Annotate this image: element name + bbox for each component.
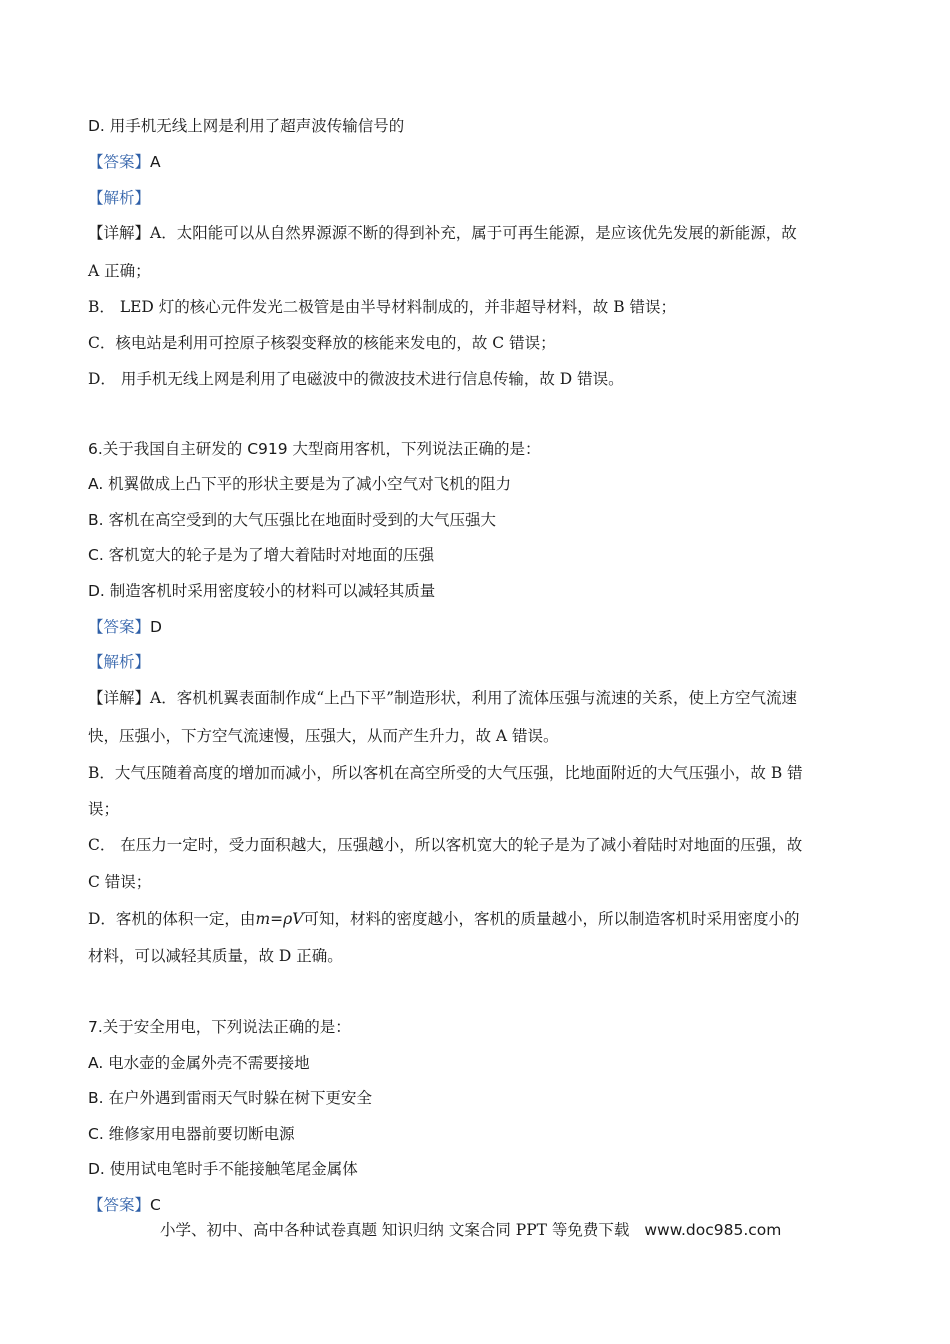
q5-detail-line: C．核电站是利用可控原子核裂变释放的核能来发电的，故 C 错误；	[88, 334, 556, 352]
q6-option-d: D. 制造客机时采用密度较小的材料可以减轻其质量	[88, 582, 436, 600]
detail-tag: 【详解】	[88, 224, 151, 242]
q6-option-c: C. 客机宽大的轮子是为了增大着陆时对地面的压强	[88, 546, 435, 564]
detail-tag: 【详解】	[88, 689, 151, 707]
q6-detail-line: B．大气压随着高度的增加而减小，所以客机在高空所受的大气压强，比地面附近的大气压强小，故 B 错	[88, 764, 803, 782]
footer	[160, 1220, 781, 1240]
q7-option-c: C. 维修家用电器前要切断电源	[88, 1125, 295, 1143]
answer-value: A	[150, 153, 161, 171]
q6-answer-row	[88, 617, 162, 637]
q5-option-d: D. 用手机无线上网是利用了超声波传输信号的	[88, 117, 405, 135]
q7-answer-row	[88, 1195, 161, 1215]
q6-option-b: B. 客机在高空受到的大气压强比在地面时受到的大气压强大	[88, 511, 496, 529]
q7-option-b: B. 在户外遇到雷雨天气时躲在树下更安全	[88, 1089, 372, 1107]
footer-text: 小学、初中、高中各种试卷真题 知识归纳 文案合同 PPT 等免费下载	[160, 1221, 630, 1239]
q7-option-d: D. 使用试电笔时手不能接触笔尾金属体	[88, 1160, 358, 1178]
q6-detail-line: 材料，可以减轻其质量，故 D 正确。	[88, 947, 343, 965]
answer-tag: 【答案】	[88, 153, 151, 171]
q5-detail-line: A 正确；	[88, 262, 151, 280]
answer-value: D	[150, 618, 162, 636]
footer-url[interactable]: www.doc985.com	[644, 1221, 782, 1239]
q6-detail-line: C 错误；	[88, 873, 152, 891]
q6-question: 6.关于我国自主研发的 C919 大型商用客机，下列说法正确的是：	[88, 440, 541, 458]
answer-tag: 【答案】	[88, 1196, 151, 1214]
q6-option-a: A. 机翼做成上凸下平的形状主要是为了减小空气对飞机的阻力	[88, 475, 512, 493]
answer-value: C	[150, 1196, 161, 1214]
q5-detail-line: D． 用手机无线上网是利用了电磁波中的微波技术进行信息传输，故 D 错误。	[88, 370, 624, 388]
q6-detail-line: C． 在压力一定时，受力面积越大，压强越小，所以客机宽大的轮子是为了减小着陆时对地面的压强，故	[88, 836, 803, 854]
analysis-tag: 【解析】	[88, 189, 151, 207]
answer-tag: 【答案】	[88, 618, 151, 636]
q6-detail-line: D．客机的体积一定，由m=ρV可知，材料的密度越小，客机的质量越小，所以制造客机时采用密度小的	[88, 910, 800, 928]
q6-detail-line: 【详解】A．客机机翼表面制作成“上凸下平”制造形状，利用了流体压强与流速的关系，使上方空气流速	[88, 689, 798, 707]
q5-answer-row	[88, 152, 161, 172]
q6-detail-line: 快，压强小，下方空气流速慢，压强大，从而产生升力，故 A 错误。	[88, 727, 559, 745]
q7-question: 7.关于安全用电，下列说法正确的是：	[88, 1018, 351, 1036]
q5-detail-line: B． LED 灯的核心元件发光二极管是由半导材料制成的，并非超导材料，故 B 错误；	[88, 298, 677, 316]
q6-detail-line: 误；	[88, 800, 120, 818]
formula: m=ρV	[255, 910, 304, 928]
q5-detail-line: 【详解】A．太阳能可以从自然界源源不断的得到补充，属于可再生能源，是应该优先发展的新能源，故	[88, 224, 797, 242]
q7-option-a: A. 电水壶的金属外壳不需要接地	[88, 1054, 310, 1072]
analysis-tag: 【解析】	[88, 653, 151, 671]
